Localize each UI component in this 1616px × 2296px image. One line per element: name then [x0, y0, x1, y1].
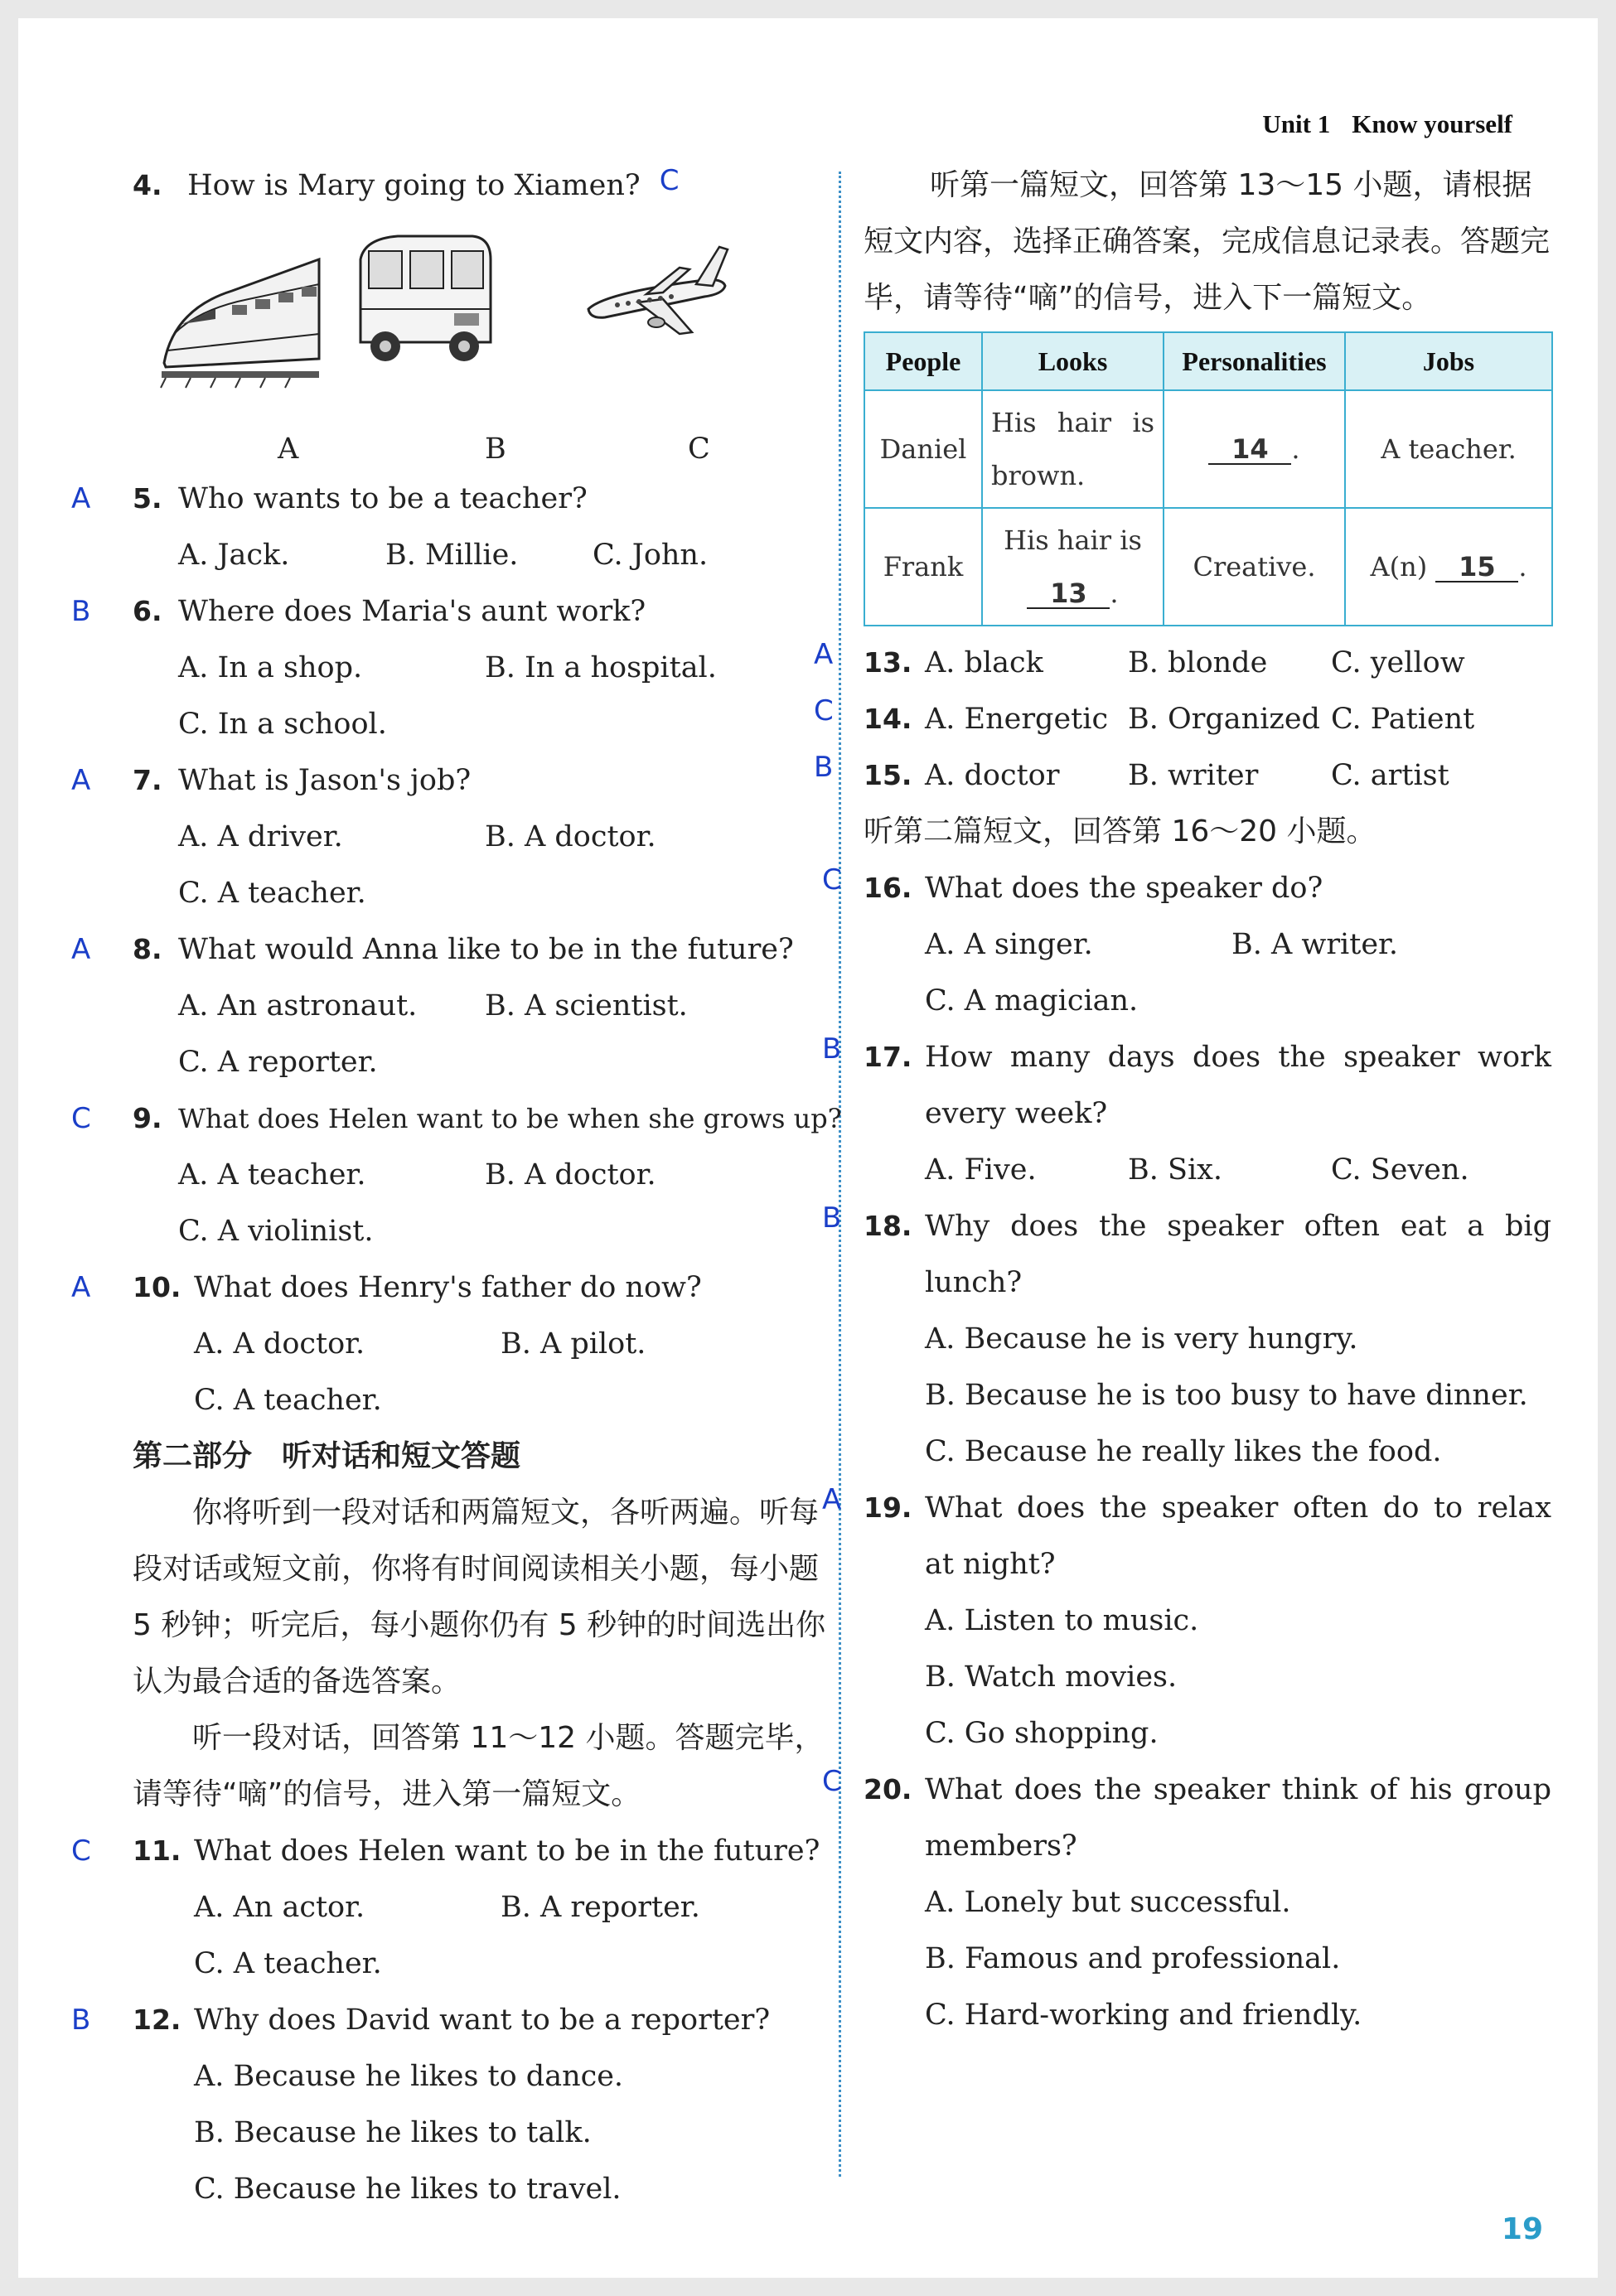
answer-blank[interactable]: 13 [1027, 579, 1110, 609]
answer-mark: A [71, 482, 91, 515]
answer-mark: C [659, 164, 680, 197]
question-item [51, 1823, 826, 1992]
option[interactable]: A. doctor [925, 759, 1060, 792]
answer-mark: A [814, 638, 834, 671]
answer-mark: B [822, 1032, 842, 1066]
options-row [51, 527, 826, 583]
options-row [51, 2105, 826, 2161]
unit-label: Unit 1 [1262, 109, 1331, 138]
option[interactable]: C. A teacher. [178, 877, 366, 910]
question-item [51, 752, 826, 921]
table-cell: Frank [864, 508, 982, 626]
question-list [51, 471, 842, 1428]
picture-label-a: A [278, 433, 299, 466]
passage-2-questions [814, 860, 1551, 2043]
option[interactable]: A. Lonely but successful. [925, 1886, 1291, 1919]
question-number: 12. [133, 2004, 181, 2036]
question-line [814, 1198, 1551, 1311]
option[interactable]: A. Jack. [178, 539, 290, 572]
question-4 [51, 157, 826, 214]
options-row [51, 2161, 826, 2217]
answer-blank[interactable]: 15 [1435, 553, 1518, 582]
option[interactable]: C. Because he really likes the food. [925, 1435, 1442, 1468]
question-item [814, 860, 1551, 1029]
looks-text: His hair is [1004, 524, 1142, 556]
question-line [814, 1762, 1551, 1874]
answer-mark: A [71, 764, 91, 797]
answer-mark: B [71, 2004, 91, 2037]
options-row [51, 1203, 826, 1259]
options-row [51, 696, 826, 752]
answer-mark: C [71, 1834, 91, 1868]
question-line [51, 583, 826, 640]
question-number: 17. [864, 1041, 912, 1073]
question-number: 16. [864, 872, 912, 904]
table-header-row [864, 332, 1552, 390]
question-number: 4. [133, 169, 162, 201]
question-number: 20. [864, 1773, 912, 1805]
option[interactable]: B. A doctor. [485, 1158, 656, 1192]
question-item [814, 1198, 1551, 1480]
question-number: 8. [133, 933, 162, 965]
question-list-2 [51, 1823, 826, 2217]
options-row [814, 1142, 1551, 1198]
part-2-section [51, 1428, 826, 1823]
answer-mark: A [822, 1483, 842, 1516]
option[interactable]: B. A reporter. [501, 1891, 700, 1924]
bus-icon [348, 226, 497, 367]
table-cell: A teacher. [1345, 390, 1552, 508]
question-item [814, 747, 1551, 804]
question-number: 19. [864, 1491, 912, 1524]
option[interactable]: A. Energetic [925, 703, 1109, 736]
option[interactable]: C. In a school. [178, 708, 387, 741]
question-line [51, 471, 826, 527]
answer-mark: B [814, 751, 834, 784]
question-number: 11. [133, 1834, 181, 1867]
option[interactable]: B. Watch movies. [925, 1660, 1178, 1694]
question-item [51, 1992, 826, 2217]
option[interactable]: B. A writer. [1231, 928, 1399, 961]
question-text: What would Anna like to be in the future? [178, 933, 794, 966]
table-header: Jobs [1345, 332, 1552, 390]
options-row [51, 1147, 826, 1203]
question-text: What does Helen want to be when she grows up? [178, 1103, 842, 1134]
question-line [814, 747, 1551, 804]
option[interactable]: C. artist [1331, 759, 1449, 792]
question-text: What does the speaker think of his group members? [925, 1773, 1551, 1863]
option[interactable]: C. Seven. [1331, 1153, 1469, 1187]
option[interactable]: B. Organized [1128, 703, 1320, 736]
question-item [814, 1762, 1551, 2043]
page-header [1262, 109, 1512, 139]
options-row [51, 2048, 826, 2105]
option[interactable]: B. A scientist. [485, 989, 688, 1022]
options-row [51, 978, 826, 1034]
option[interactable]: B. Millie. [385, 539, 519, 572]
question-item [51, 921, 826, 1090]
passage-1-instructions: 听第一篇短文，回答第 13～15 小题，请根据短文内容，选择正确答案，完成信息记录表。答题完毕，请等待“嘀”的信号，进入下一篇短文。 [864, 168, 1551, 315]
question-number: 9. [133, 1102, 162, 1134]
option[interactable]: C. A teacher. [194, 1947, 382, 1980]
option[interactable]: C. Go shopping. [925, 1717, 1159, 1750]
question-line [814, 1480, 1551, 1593]
page-number: 19 [1501, 2212, 1543, 2246]
question-item [51, 1259, 826, 1428]
option[interactable]: B. Because he likes to talk. [194, 2116, 592, 2149]
question-number: 13. [864, 646, 912, 679]
question-item [814, 691, 1551, 747]
options-row [814, 1874, 1551, 1931]
question-line [51, 1823, 826, 1879]
answer-blank[interactable]: 14 [1208, 435, 1291, 465]
options-row [51, 1316, 826, 1372]
answer-mark: C [71, 1102, 91, 1135]
table-cell: His hair is 13 . [982, 508, 1164, 626]
option[interactable]: A. Because he likes to dance. [194, 2060, 624, 2093]
table-cell: Creative. [1164, 508, 1345, 626]
question-text: How is Mary going to Xiamen? [187, 169, 641, 202]
table-header: Personalities [1164, 332, 1345, 390]
passage-2-instructions: 听第二篇短文，回答第 16～20 小题。 [864, 814, 1377, 848]
question-number: 10. [133, 1271, 181, 1303]
section-intro: 你将听到一段对话和两篇短文，各听两遍。听每段对话或短文前，你将有时间阅读相关小题，每小题 5 秒钟；听完后，每小题你仍有 5 秒钟的时间选出你认为最合适的备选答案。 [133, 1496, 826, 1699]
worksheet-page [18, 18, 1598, 2278]
unit-title: Know yourself [1352, 109, 1512, 138]
question-text: What does the speaker do? [925, 872, 1323, 905]
options-row [814, 1367, 1551, 1424]
options-row [814, 1593, 1551, 1649]
question-line [814, 1029, 1551, 1142]
question-text: Why does David want to be a reporter? [194, 2004, 771, 2037]
question-text: What does the speaker often do to relax at night? [925, 1491, 1551, 1581]
question-text: What does Henry's father do now? [194, 1271, 702, 1304]
table-row [864, 508, 1552, 626]
question-item [51, 1090, 842, 1259]
option[interactable]: A. A driver. [178, 820, 343, 853]
option[interactable]: C. Hard-working and friendly. [925, 1999, 1362, 2032]
question-text: What is Jason's job? [178, 764, 472, 797]
options-row [814, 1931, 1551, 1987]
dialogue-instructions: 听一段对话，回答第 11～12 小题。答题完毕，请等待“嘀”的信号，进入第一篇短文。 [133, 1721, 825, 1811]
question-line [51, 921, 826, 978]
option[interactable]: B. A doctor. [485, 820, 656, 853]
question-text: What does Helen want to be in the future? [194, 1834, 820, 1868]
option[interactable]: B. Famous and professional. [925, 1942, 1341, 1975]
transport-pictures [157, 214, 826, 471]
question-text: Why does the speaker often eat a big lunch? [925, 1210, 1551, 1299]
option[interactable]: A. An astronaut. [178, 989, 418, 1022]
question-number: 5. [133, 482, 162, 515]
option[interactable]: A. An actor. [194, 1891, 365, 1924]
option[interactable]: C. John. [593, 539, 709, 572]
question-line [51, 1259, 826, 1316]
option[interactable]: C. A teacher. [194, 1384, 382, 1417]
question-number: 14. [864, 703, 912, 735]
answer-mark: A [71, 933, 91, 966]
question-item [814, 1480, 1551, 1762]
question-line [51, 1090, 842, 1147]
answer-mark: C [822, 1765, 842, 1798]
option[interactable]: C. Because he likes to travel. [194, 2173, 622, 2206]
job-prefix: A(n) [1370, 551, 1428, 582]
option[interactable]: A. A singer. [925, 928, 1093, 961]
question-item [51, 471, 826, 583]
option[interactable]: C. A magician. [925, 984, 1139, 1017]
question-number: 7. [133, 764, 162, 796]
option[interactable]: A. In a shop. [178, 651, 363, 684]
question-item [814, 1029, 1551, 1198]
table-header: People [864, 332, 982, 390]
table-cell: A(n) 15 . [1345, 508, 1552, 626]
question-line [814, 691, 1551, 747]
question-text: Where does Maria's aunt work? [178, 595, 646, 628]
question-text: How many days does the speaker work every week? [925, 1041, 1551, 1130]
section-title: 第二部分 听对话和短文答题 [133, 1439, 521, 1473]
right-column [814, 157, 1551, 2043]
question-line [814, 635, 1551, 691]
options-row [51, 1936, 826, 1992]
option[interactable]: C. A reporter. [178, 1046, 378, 1079]
passage-1-questions [814, 635, 1551, 804]
table-header: Looks [982, 332, 1164, 390]
train-icon [157, 226, 323, 392]
option[interactable]: C. A violinist. [178, 1215, 374, 1248]
question-line [814, 860, 1551, 916]
question-item [814, 635, 1551, 691]
question-number: 18. [864, 1210, 912, 1242]
option[interactable]: B. Because he is too busy to have dinner. [925, 1379, 1528, 1412]
answer-mark: C [822, 863, 842, 897]
options-row [51, 1879, 826, 1936]
option[interactable]: A. black [925, 646, 1043, 679]
options-row [814, 1705, 1551, 1762]
question-text: Who wants to be a teacher? [178, 482, 588, 515]
answer-mark: A [71, 1271, 91, 1304]
option[interactable]: A. A teacher. [178, 1158, 366, 1192]
question-line [51, 1992, 826, 2048]
option[interactable]: A. A doctor. [194, 1327, 365, 1361]
table-cell: His hair is brown. [982, 390, 1164, 508]
option[interactable]: A. Because he is very hungry. [925, 1322, 1358, 1356]
option[interactable]: B. Six. [1128, 1153, 1223, 1187]
question-line [51, 752, 826, 809]
options-row [814, 916, 1551, 973]
option[interactable]: A. Five. [925, 1153, 1037, 1187]
options-row [51, 809, 826, 865]
option[interactable]: C. yellow [1331, 646, 1465, 679]
options-row [814, 1987, 1551, 2043]
left-column [51, 157, 842, 2217]
option[interactable]: B. blonde [1128, 646, 1268, 679]
table-cell: 14 . [1164, 390, 1345, 508]
picture-label-c: C [688, 433, 710, 466]
options-row [51, 865, 826, 921]
question-item [51, 583, 826, 752]
options-row [814, 1649, 1551, 1705]
table-row [864, 390, 1552, 508]
answer-mark: B [822, 1201, 842, 1235]
option[interactable]: B. In a hospital. [485, 651, 717, 684]
options-row [814, 973, 1551, 1029]
answer-mark: C [814, 694, 834, 727]
answer-mark: B [71, 595, 91, 628]
airplane-icon [580, 243, 729, 350]
option[interactable]: A. Listen to music. [925, 1604, 1199, 1637]
options-row [814, 1311, 1551, 1367]
question-number: 6. [133, 595, 162, 627]
options-row [51, 1034, 826, 1090]
options-row [814, 1424, 1551, 1480]
picture-label-b: B [485, 433, 506, 466]
options-row [51, 640, 826, 696]
info-table [864, 331, 1553, 626]
table-cell: Daniel [864, 390, 982, 508]
question-number: 15. [864, 759, 912, 791]
option[interactable]: B. A pilot. [501, 1327, 646, 1361]
options-row [51, 1372, 826, 1428]
option[interactable]: C. Patient [1331, 703, 1475, 736]
option[interactable]: B. writer [1128, 759, 1259, 792]
